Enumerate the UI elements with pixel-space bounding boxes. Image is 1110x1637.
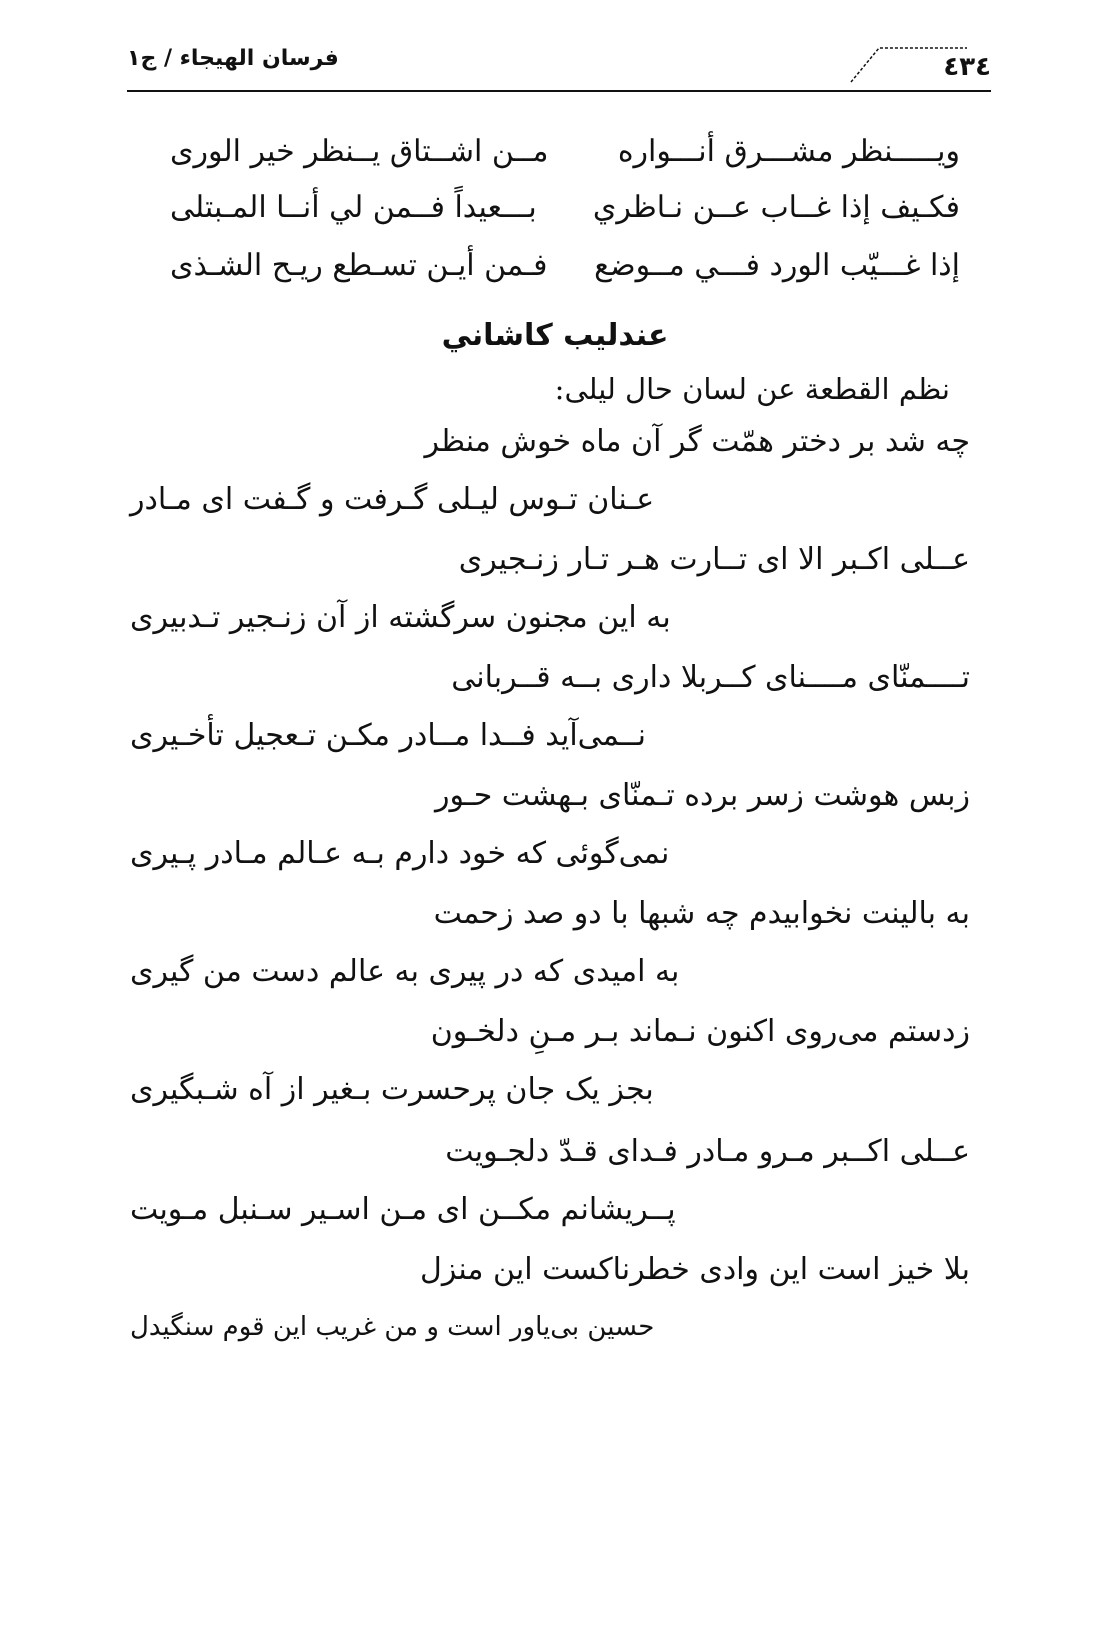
persian-line: نــمى‌آيد فــدا مــادر مكـن تـعجيل تأخـيرى <box>130 718 646 753</box>
persian-line: پــريشانم مكــن اى مـن اسـير سـنبل مـويت <box>130 1192 676 1227</box>
arabic-verse <box>160 190 960 234</box>
arabic-verse <box>160 134 960 178</box>
persian-line: عــلى اكــبر مـرو مـادر فـداى قـدّ دلجـويت <box>445 1134 970 1169</box>
persian-line: عـنان تـوس ليـلى گـرفت و گـفت اى مـادر <box>130 482 655 517</box>
header-rule <box>127 90 991 92</box>
persian-line: زبس هوشت زسر برده تـمنّاى بـهشت حـور <box>434 778 970 813</box>
persian-line: به بالينت نخوابيدم چه شبها با دو صد زحمت <box>433 896 970 931</box>
verse-second-hemistich: فـمن أيـن تسـطع ريـح الشـذى <box>170 248 548 283</box>
persian-line: زدستم مى‌روى اكنون نـماند بـر مـنِ دلخـون <box>430 1014 970 1049</box>
verse-first-hemistich: فكـيف إذا غــاب عــن نـاظري <box>592 190 960 225</box>
verse-second-hemistich: بـــعيداً فــمن لي أنــا المـبتلى <box>170 190 537 225</box>
persian-line: به اين مجنون سرگشته از آن زنـجير تـدبيرى <box>130 600 671 635</box>
persian-line: چه شد بر دختر همّت گر آن ماه خوش منظر <box>424 424 970 459</box>
persian-line: بجز يک جان پرحسرت بـغير از آه شـبگيرى <box>130 1072 654 1107</box>
verse-second-hemistich: مــن اشــتاق يــنظر خير الورى <box>170 134 549 169</box>
persian-line: تــــمنّاى مــــناى كــربلا دارى بــه قــربانى <box>451 660 970 695</box>
persian-line: بلا خيز است اين وادى خطرناكست اين منزل <box>420 1252 970 1287</box>
persian-line: به اميدى كه در پيرى به عالم دست من گيرى <box>130 954 680 989</box>
page-number: ٤٣٤ <box>943 52 991 82</box>
arabic-verse <box>160 248 960 292</box>
persian-line: حسين بى‌ياور است و من غريب اين قوم سنگيدل <box>130 1312 655 1342</box>
page-header <box>127 40 991 96</box>
persian-line: نمى‌گوئى كه خود دارم بـه عـالم مـادر پـيرى <box>130 836 670 871</box>
book-title: فرسان الهيجاء / ج١ <box>127 46 339 71</box>
header-ornament-icon <box>849 44 969 84</box>
verse-first-hemistich: ويـــــنظر مشـــرق أنـــواره <box>617 134 960 169</box>
verse-first-hemistich: إذا غـــيّب الورد فـــي مــوضع <box>594 248 960 283</box>
persian-line: عــلى اكـبر الا اى تــارت هـر تـار زنـجيرى <box>458 542 970 577</box>
poet-name: عندليب كاشاني <box>441 318 669 353</box>
intro-text: نظم القطعة عن لسان حال ليلى: <box>554 372 950 406</box>
